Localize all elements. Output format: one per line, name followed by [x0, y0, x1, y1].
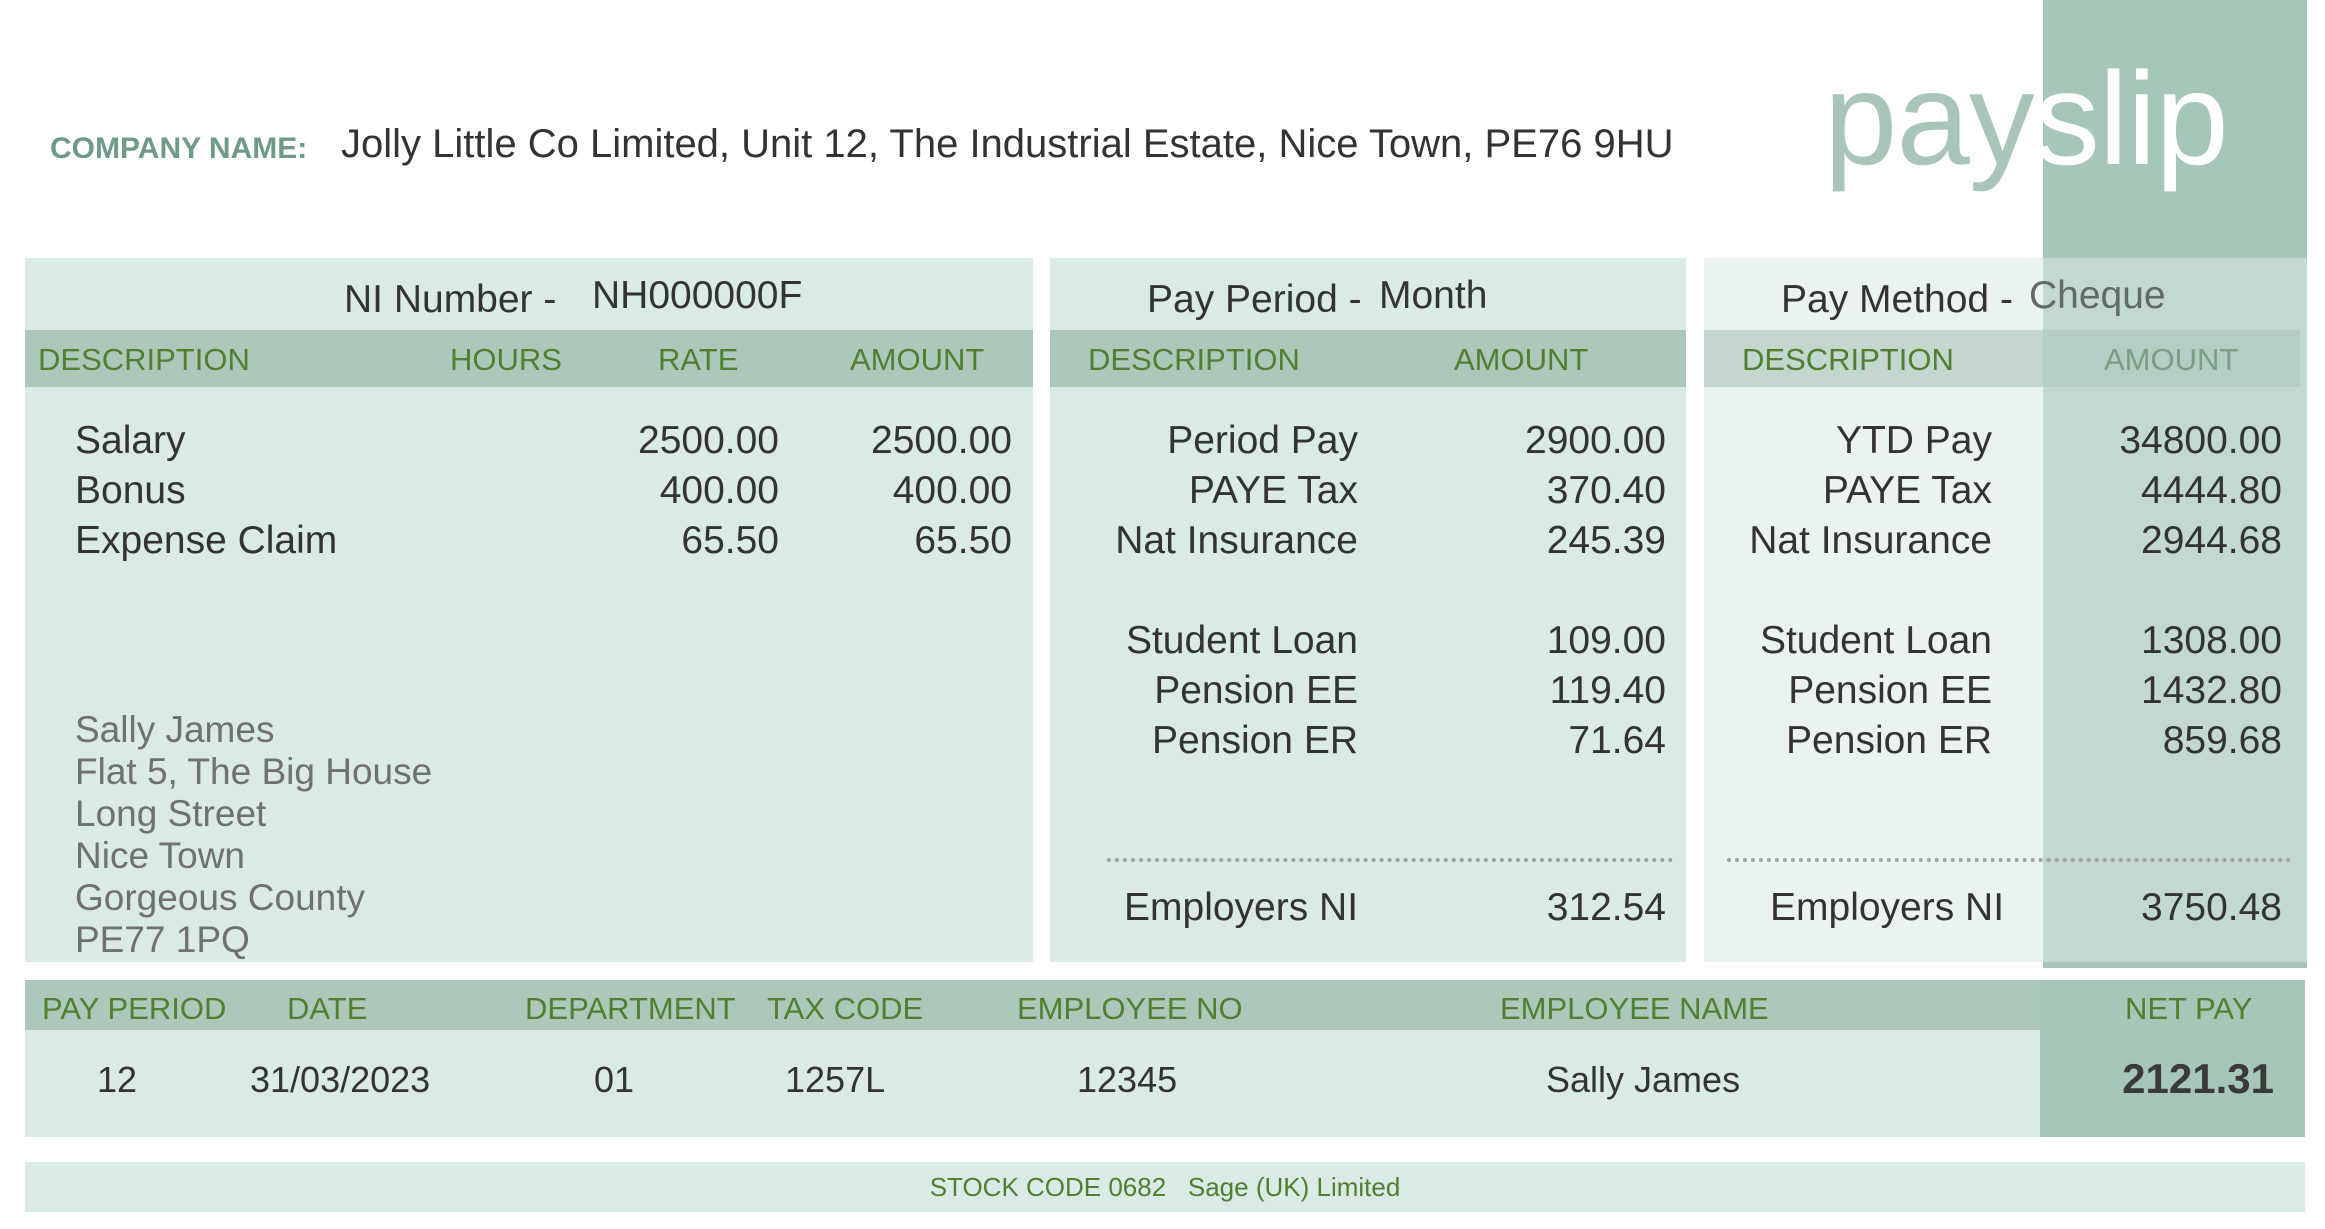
summary-employee-name: Sally James: [1546, 1059, 1741, 1100]
deduction-amount: 119.40: [1549, 669, 1666, 712]
this-period-header-amount: AMOUNT: [1454, 342, 1589, 377]
summary-tax-code: 1257L: [785, 1059, 886, 1100]
address-line: Long Street: [75, 793, 267, 834]
payment-rate: 65.50: [681, 519, 779, 562]
ytd-employers-ni-label: Employers NI: [1770, 886, 2005, 929]
ytd-amount: 859.68: [2162, 719, 2282, 762]
payment-rate: 400.00: [659, 469, 779, 512]
footer-text: [25, 1172, 2305, 1203]
ytd-desc: Nat Insurance: [1749, 519, 1992, 562]
ytd-desc: YTD Pay: [1835, 419, 1992, 462]
publisher: Sage (UK) Limited: [1187, 1172, 1401, 1202]
payment-amount: 400.00: [892, 469, 1012, 512]
address-line: Nice Town: [75, 835, 246, 876]
pay-period-label: Pay Period -: [1147, 278, 1362, 321]
ytd-header-amount: AMOUNT: [2104, 342, 2239, 377]
deduction-amount: 2900.00: [1525, 419, 1666, 462]
payslip-title: [1824, 44, 2228, 194]
company-name: Jolly Little Co Limited, Unit 12, The Industrial Estate, Nice Town, PE76 9HU: [341, 122, 1674, 166]
deduction-amount: 71.64: [1568, 719, 1666, 762]
ytd-amount: 1308.00: [2141, 619, 2282, 662]
ytd-desc: PAYE Tax: [1822, 469, 1992, 512]
deduction-desc: Pension ER: [1152, 719, 1358, 762]
title-pay: pay: [1824, 45, 2034, 192]
address-line: Gorgeous County: [75, 877, 366, 918]
this-period-divider: [1107, 858, 1673, 862]
ni-number-label: NI Number -: [344, 278, 557, 321]
deduction-desc: Pension EE: [1154, 669, 1358, 712]
ytd-amount: 4444.80: [2141, 469, 2282, 512]
summary-department: 01: [594, 1059, 635, 1100]
payments-header-amount: AMOUNT: [850, 342, 985, 377]
deduction-desc: Student Loan: [1125, 619, 1358, 662]
summary-header-date: DATE: [287, 991, 368, 1026]
summary-header-employee-no: EMPLOYEE NO: [1017, 991, 1243, 1026]
pay-method-value: Cheque: [2029, 274, 2166, 317]
ytd-amount: 34800.00: [2119, 419, 2282, 462]
pay-period-value: Month: [1379, 274, 1488, 317]
deduction-amount: 370.40: [1546, 469, 1666, 512]
employers-ni-amount: 312.54: [1546, 886, 1666, 929]
net-pay-value: 2121.31: [2122, 1055, 2274, 1102]
summary-header-pay-period: PAY PERIOD: [42, 991, 227, 1026]
ytd-desc: Pension EE: [1788, 669, 1992, 712]
employers-ni-label: Employers NI: [1124, 886, 1359, 929]
pay-method-label: Pay Method -: [1781, 278, 2013, 321]
deduction-desc: PAYE Tax: [1188, 469, 1358, 512]
deduction-amount: 245.39: [1546, 519, 1666, 562]
summary-header-employee-name: EMPLOYEE NAME: [1500, 991, 1769, 1026]
deduction-desc: Period Pay: [1167, 419, 1358, 462]
payments-header-hours: HOURS: [450, 342, 562, 377]
address-line: Flat 5, The Big House: [75, 751, 433, 792]
company-label: COMPANY NAME:: [50, 132, 308, 165]
payments-header-description: DESCRIPTION: [38, 342, 250, 377]
ytd-amount: 2944.68: [2141, 519, 2282, 562]
summary-pay-period: 12: [97, 1059, 138, 1100]
summary-employee-no: 12345: [1077, 1059, 1178, 1100]
title-slip: slip: [2033, 45, 2228, 192]
summary-header-department: DEPARTMENT: [525, 991, 736, 1026]
deduction-desc: Nat Insurance: [1115, 519, 1358, 562]
summary-header-net-pay: NET PAY: [2125, 991, 2253, 1026]
payment-amount: 2500.00: [871, 419, 1012, 462]
deduction-amount: 109.00: [1546, 619, 1666, 662]
ytd-divider: [1727, 858, 2291, 862]
payment-amount: 65.50: [914, 519, 1012, 562]
ytd-desc: Pension ER: [1786, 719, 1992, 762]
payment-desc: Bonus: [75, 469, 186, 512]
stock-code: STOCK CODE 0682: [929, 1172, 1167, 1202]
ytd-employers-ni-amount: 3750.48: [2141, 886, 2282, 929]
address-line: Sally James: [75, 709, 275, 750]
payment-desc: Salary: [75, 419, 186, 462]
address-line: PE77 1PQ: [75, 919, 250, 960]
payment-rate: 2500.00: [638, 419, 779, 462]
payments-header-rate: RATE: [658, 342, 739, 377]
summary-header-tax-code: TAX CODE: [767, 991, 924, 1026]
ytd-header-description: DESCRIPTION: [1742, 342, 1954, 377]
ytd-amount: 1432.80: [2141, 669, 2282, 712]
payment-desc: Expense Claim: [75, 519, 338, 562]
this-period-header-description: DESCRIPTION: [1088, 342, 1300, 377]
summary-date: 31/03/2023: [250, 1059, 431, 1100]
ytd-desc: Student Loan: [1759, 619, 1992, 662]
ni-number-value: NH000000F: [592, 274, 803, 317]
